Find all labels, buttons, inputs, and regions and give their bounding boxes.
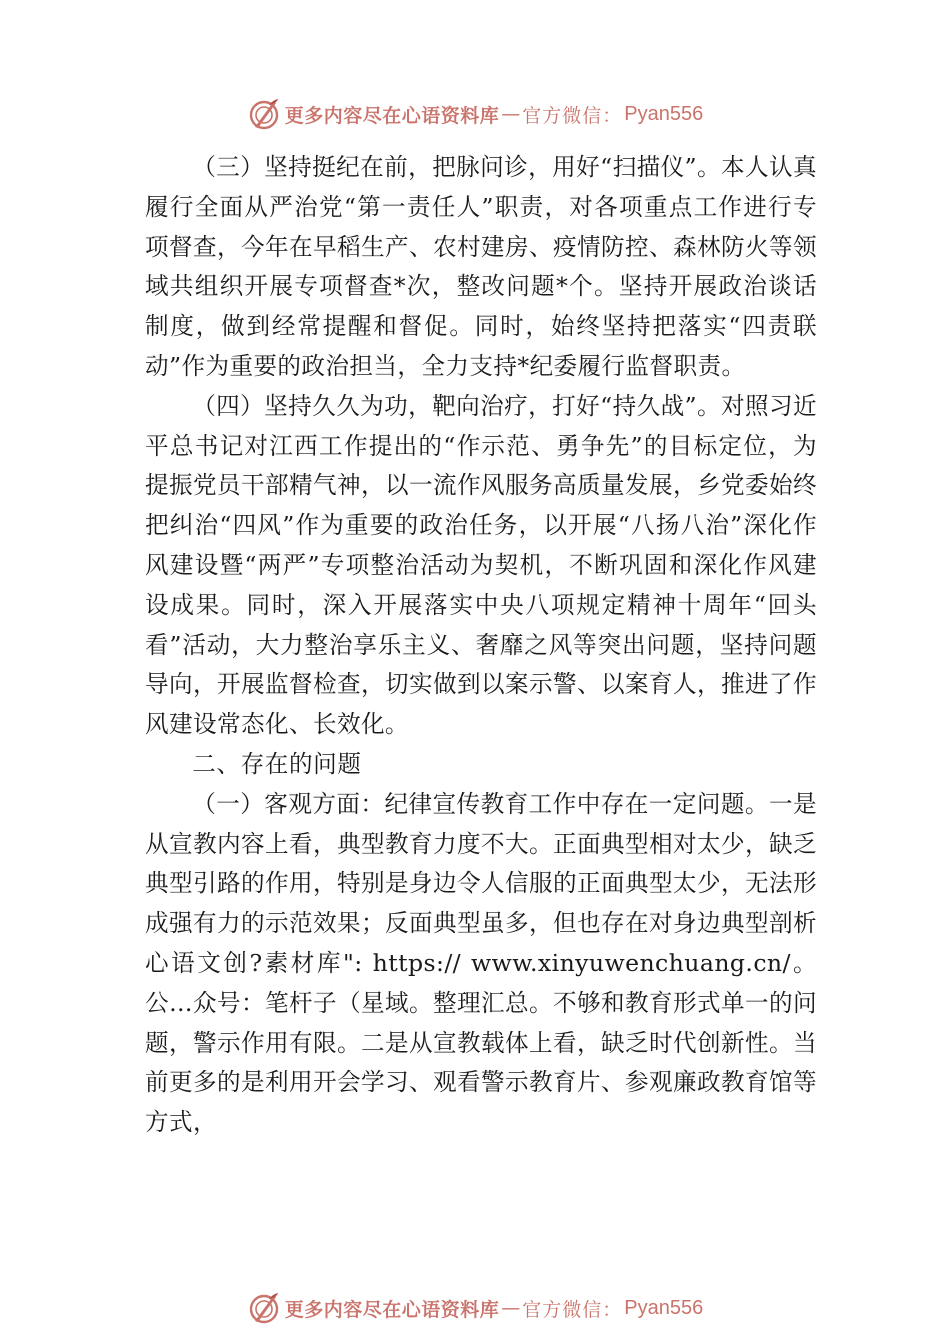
header-watermark: [0, 94, 950, 134]
watermark-wechat-id: Pyan556: [624, 102, 704, 125]
paragraph-section-four: （四）坚持久久为功，靶向治疗，打好“持久战”。对照习近平总书记对江西工作提出的“作示范、勇争先”的目标定位，为提振党员干部精气神，以一流作风服务高质量发展，乡党委始终把纠治“四风”作为重要的政治任务，以开展“八扬八治”深化作风建设暨“两严”专项整治活动为契机，不断巩固和深化作风建设成果。同时，深入开展落实中央八项规定精神十周年“回头看”活动，大力整治享乐主义、奢靡之风等突出问题，坚持问题导向，开展监督检查，切实做到以案示警、以案育人，推进了作风建设常态化、长效化。: [145, 391, 817, 739]
document-body: [145, 148, 817, 1143]
watermark-main-text: 更多内容尽在心语资料库: [284, 104, 500, 127]
watermark-sub-text: 官方微信：: [522, 104, 623, 127]
watermark-dash: —: [501, 1297, 521, 1319]
section-heading-problems: 二、存在的问题: [192, 749, 362, 778]
watermark-main-text: 更多内容尽在心语资料库: [284, 1298, 500, 1321]
quill-logo-icon: [247, 1291, 281, 1325]
paragraph-objective-aspect: （一）客观方面：纪律宣传教育工作中存在一定问题。一是从宣教内容上看，典型教育力度不大。正面典型相对太少，缺乏典型引路的作用，特别是身边令人信服的正面典型太少，无法形成强有力的示范效果；反面典型虽多，但也存在对身边典型剖析心语文创?素材库": https:// www.xinyuwenchuang.cn/。公…众号：笔杆子（星域。整理汇总。不够和教育形式单一的问题，警示作用有限。二是从宣教载体上看，缺乏时代创新性。当前更多的是利用开会学习、观看警示教育片、参观廉政教育馆等方式，: [145, 789, 817, 1137]
paragraph-section-three: （三）坚持挺纪在前，把脉问诊，用好“扫描仪”。本人认真履行全面从严治党“第一责任人”职责，对各项重点工作进行专项督查，今年在早稻生产、农村建房、疫情防控、森林防火等领域共组织开展专项督查*次，整改问题*个。坚持开展政治谈话制度，做到经常提醒和督促。同时，始终坚持把落实“四责联动”作为重要的政治担当，全力支持*纪委履行监督职责。: [145, 153, 817, 380]
watermark-dash: —: [501, 103, 521, 125]
watermark-wechat-id: Pyan556: [624, 1296, 704, 1319]
quill-logo-icon: [247, 97, 281, 131]
watermark-sub-text: 官方微信：: [522, 1298, 623, 1321]
footer-watermark: [0, 1288, 950, 1328]
